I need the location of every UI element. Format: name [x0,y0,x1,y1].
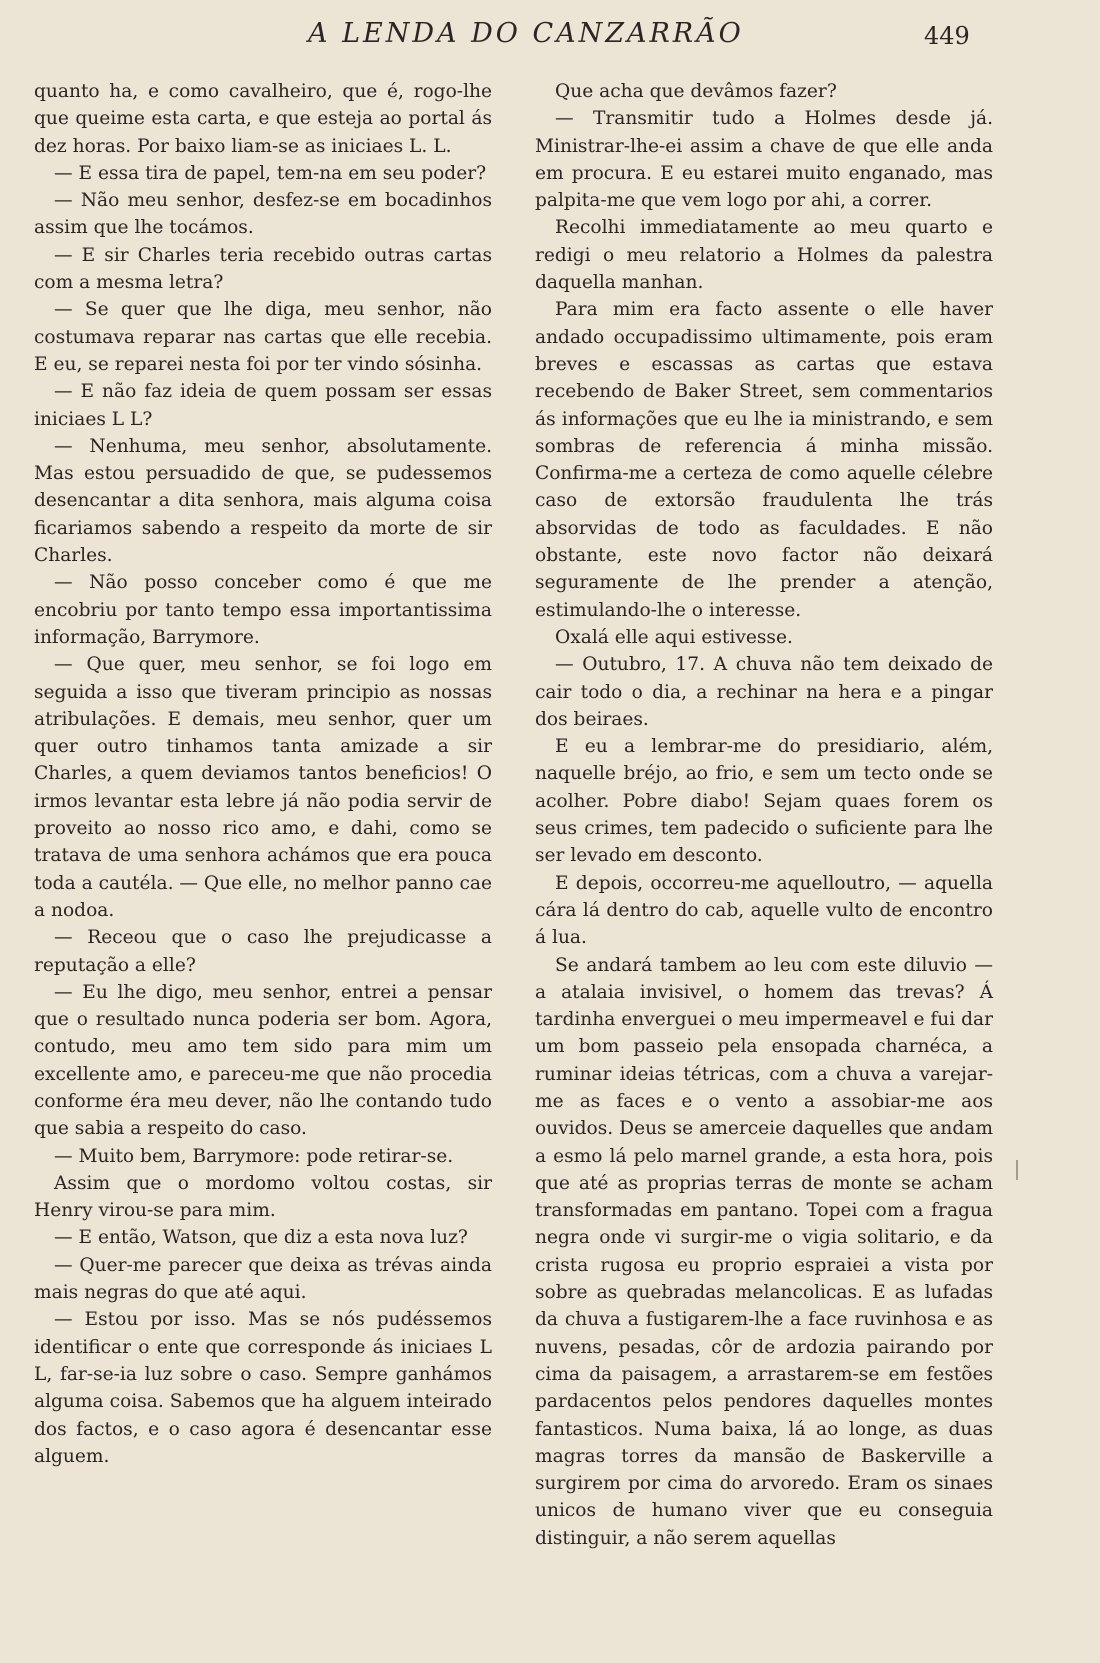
paragraph: quanto ha, e como cavalheiro, que é, rogo-lhe que queime esta carta, e que esteja ao portal ás dez horas. Por baixo liam-se as iniciaes L. L. [34,81,492,157]
paragraph: — Estou por isso. Mas se nós pudéssemos identificar o ente que corresponde ás iniciaes L L, far-se-ia luz sobre o caso. Sempre ganhámos alguma coisa. Sabemos que ha alguem inteirado dos factos, e o caso agora é desencantar esse alguem. [34,1309,492,1467]
paragraph: — E essa tira de papel, tem-na em seu poder? [54,162,487,184]
margin-mark [1016,1160,1018,1180]
paragraph: — Eu lhe digo, meu senhor, entrei a pensar que o resultado nunca poderia ser bom. Agora, contudo, meu amo tem sido para mim um excellente amo, e pareceu-me que não procedia conforme éra meu dever, não lhe contando tudo que sabia a respeito do caso. [34,981,492,1140]
paragraph: — Se quer que lhe diga, meu senhor, não costumava reparar nas cartas que elle recebia. E eu, se reparei nesta foi por ter vindo sósinha. [34,299,492,375]
paragraph: E eu a lembrar-me do presidiario, além, naquelle bréjo, ao frio, e sem um tecto onde se acolher. Pobre diabo! Sejam quaes forem os seus crimes, tem padecido o suficiente para lhe ser levado em desconto. [535,736,993,867]
paragraph: — Quer-me parecer que deixa as trévas ainda mais negras do que até aqui. [34,1254,492,1304]
paragraph: — E não faz ideia de quem possam ser essas iniciaes L L? [34,381,492,430]
paragraph: — Outubro, 17. A chuva não tem deixado de cair todo o dia, a rechinar na hera e a pingar dos beiraes. [535,654,993,730]
paragraph: — E sir Charles teria recebido outras cartas com a mesma letra? [34,244,492,294]
page-number: 449 [924,22,970,50]
paragraph: Oxalá elle aqui estivesse. [555,626,793,648]
paragraph: — Não posso conceber como é que me encobriu por tanto tempo essa importantissima informação, Barrymore. [34,572,492,648]
paragraph: — Nenhuma, meu senhor, absolutamente. Mas estou persuadido de que, se pudessemos desencantar a dita senhora, mais alguma coisa ficariamos sabendo a respeito da morte de sir Charles. [34,435,492,567]
paragraph: Que acha que devâmos fazer? [555,81,837,102]
paragraph: — Muito bem, Barrymore: pode retirar-se. [54,1145,454,1167]
right-column [535,78,993,1552]
paragraph: Para mim era facto assente o elle haver andado occupadissimo ultimamente, pois eram breves e escassas as cartas que estava recebendo de Baker Street, sem commentarios ás informações que eu lhe ia ministrando, e sem sombras de referencia á minha missão. Confirma-me a certeza de como aquelle célebre caso de extorsão fraudulenta lhe trás absorvidas de todo as faculdades. E não obstante, este novo factor não deixará seguramente de lhe prender a atenção, estimulando-lhe o interesse. [535,299,993,621]
paragraph: — Que quer, meu senhor, se foi logo em seguida a isso que tiveram principio as nossas atribulações. E demais, meu senhor, quer um quer outro tinhamos tanta amizade a sir Charles, a quem deviamos tantos beneficios! O irmos levantar esta lebre já não podia servir de proveito ao nosso rico amo, e dahi, como se tratava de uma senhora achámos que era pouca toda a cautéla. — Que elle, no melhor panno cae a nodoa. [34,654,492,921]
paragraph: Se andará tambem ao leu com este diluvio — a atalaia invisivel, o homem das trevas? Á tardinha enverguei o meu impermeavel e fui dar um bom passeio pela ensopada charnéca, a ruminar ideias tétricas, com a chuva a varejar-me as faces e o vento a assobiar-me aos ouvidos. Deus se amerceie daquelles que andam a esmo lá pelo marnel grande, a esta hora, pois que até as proprias terras de monte se acham transformadas em pantano. Topei com a fragua negra onde vi surgir-me o vigia solitario, e da crista rugosa eu proprio espraiei a vista por sobre as quebradas melancolicas. E as lufadas da chuva a fustigarem-lhe a face ruvinhosa e as nuvens, pesadas, côr de ardozia pairando por cima da paisagem, a arrastarem-se em festões pardacentos pelos pendores daquelles montes fantasticos. Numa baixa, lá ao longe, as duas magras torres da mansão de Baskerville a surgirem por cima do arvoredo. Eram os sinaes unicos de humano viver que eu conseguia distinguir, a não serem aquellas [535,954,993,1549]
paragraph: — Não meu senhor, desfez-se em bocadinhos assim que lhe tocámos. [34,190,492,239]
running-title: A LENDA DO CANZARRÃO [308,18,744,49]
paragraph: Assim que o mordomo voltou costas, sir Henry virou-se para mim. [34,1172,492,1222]
page-header [0,18,1100,58]
paragraph: Recolhi immediatamente ao meu quarto e redigi o meu relatorio a Holmes da palestra daquella manhan. [535,217,993,294]
paragraph: — E então, Watson, que diz a esta nova luz? [54,1227,468,1249]
paragraph: — Transmitir tudo a Holmes desde já. Ministrar-lhe-ei assim a chave de que elle anda em procura. E eu estarei muito enganado, mas palpita-me que vem logo por ahi, a correr. [535,108,993,212]
left-column [34,78,492,1470]
paragraph: — Receou que o caso lhe prejudicasse a reputação a elle? [34,927,492,976]
paragraph: E depois, occorreu-me aquelloutro, — aquella cára lá dentro do cab, aquelle vulto de encontro á lua. [535,872,993,949]
